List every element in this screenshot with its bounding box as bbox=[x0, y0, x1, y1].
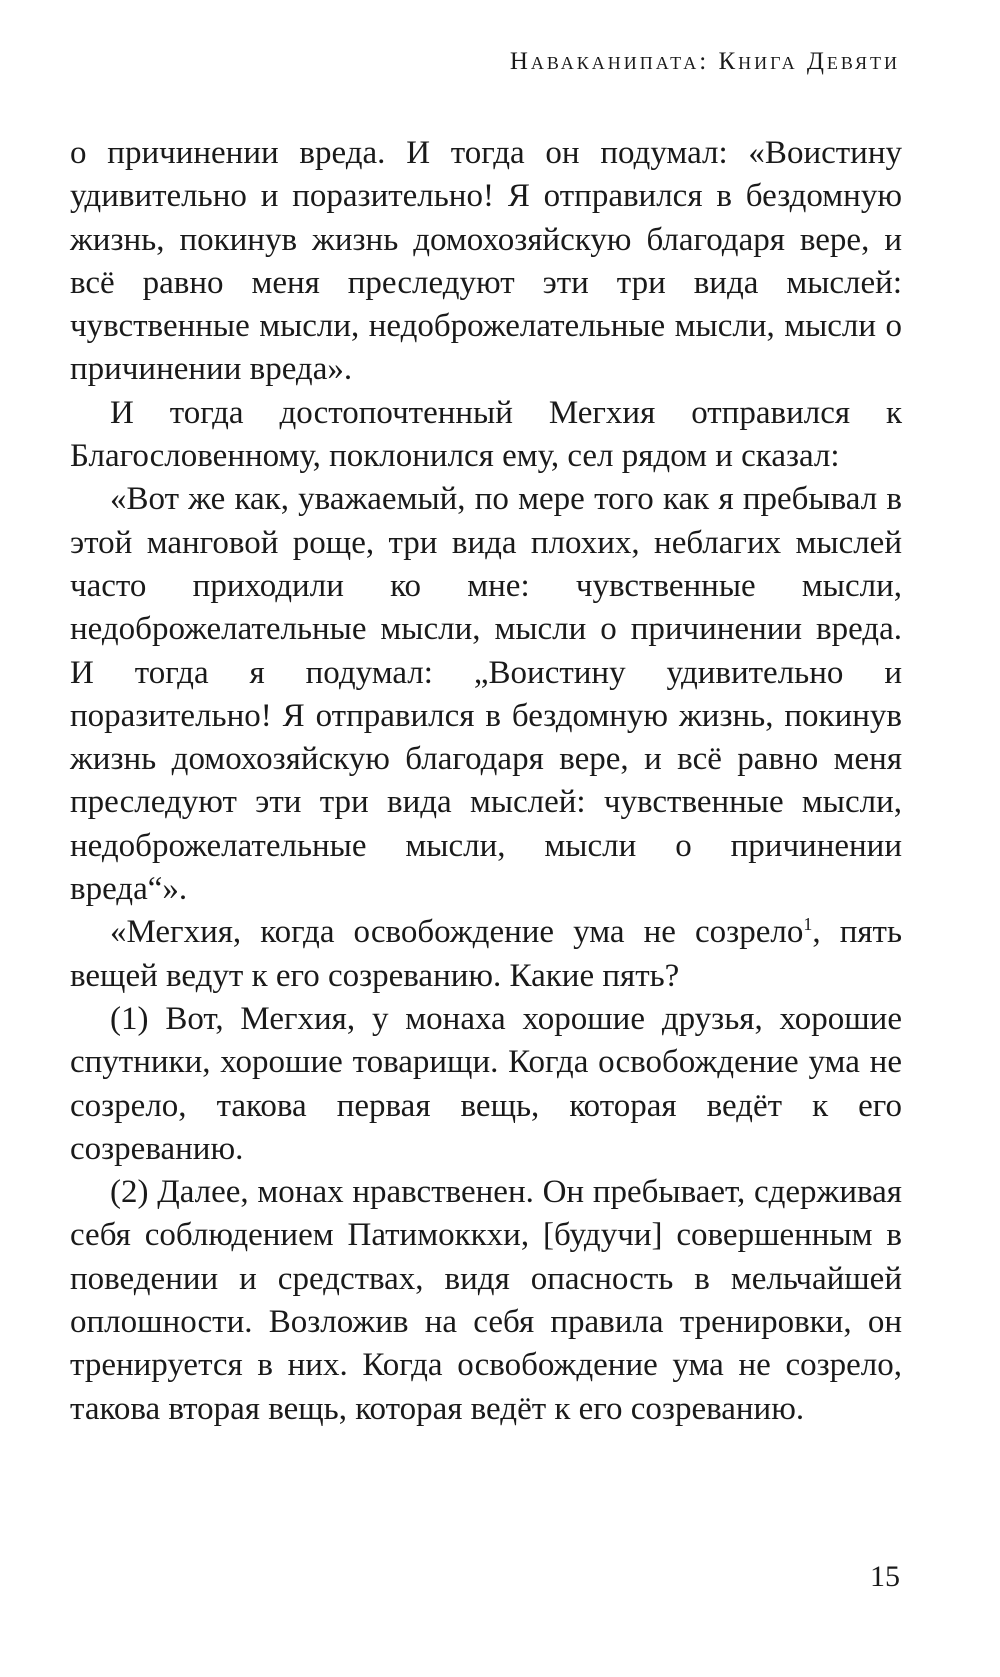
paragraph-1: о причинении вреда. И тогда он подумал: «Воистину удивительно и поразительно! Я отправился в бездомную жизнь, покинув жизнь домохозяйскую благодаря вере, и всё равно меня преследуют эти три вида мыслей: чувственные мысли, недоброжелательные мысли, мысли о причинении вреда». bbox=[70, 135, 902, 388]
paragraph-4-text-before-note: «Мегхия, когда освобождение ума не созрело bbox=[110, 914, 804, 951]
paragraph-5: (1) Вот, Мегхия, у монаха хорошие друзья, хорошие спутники, хорошие товарищи. Когда освобождение ума не созрело, такова первая вещь, которая ведёт к его созреванию. bbox=[70, 1000, 902, 1167]
running-head: Наваканипата: Книга Девяти bbox=[509, 48, 900, 75]
paragraph-3: «Вот же как, уважаемый, по мере того как я пребывал в этой манговой роще, три вида плохих, неблагих мыслей часто приходили ко мне: чувственные мысли, недоброжелательные мысли, мысли о причинении вреда. И тогда я подумал: „Воистину удивительно и поразительно! Я отправился в бездомную жизнь, покинув жизнь домохозяйскую благодаря вере, и всё равно меня преследуют эти три вида мыслей: чувственные мысли, недоброжелательные мысли, мысли о причинении вреда“». bbox=[70, 481, 902, 908]
paragraph-4 bbox=[70, 911, 902, 998]
paragraph-4-text-after-note: , пять вещей ведут к его созреванию. Какие пять? bbox=[70, 914, 903, 994]
page-number: 15 bbox=[870, 1560, 900, 1593]
footnote-mark[interactable]: 1 bbox=[803, 914, 813, 935]
body-text bbox=[70, 132, 902, 1431]
paragraph-2: И тогда достопочтенный Мегхия отправился к Благословенному, поклонился ему, сел рядом и сказал: bbox=[70, 394, 902, 475]
paragraph-6: (2) Далее, монах нравственен. Он пребывает, сдерживая себя соблюдением Патимоккхи, [будучи] совершенным в поведении и средствах, видя опасность в мельчайшей оплошности. Возложив на себя правила тренировки, он тренируется в них. Когда освобождение ума не созрело, такова вторая вещь, которая ведёт к его созреванию. bbox=[70, 1174, 902, 1427]
